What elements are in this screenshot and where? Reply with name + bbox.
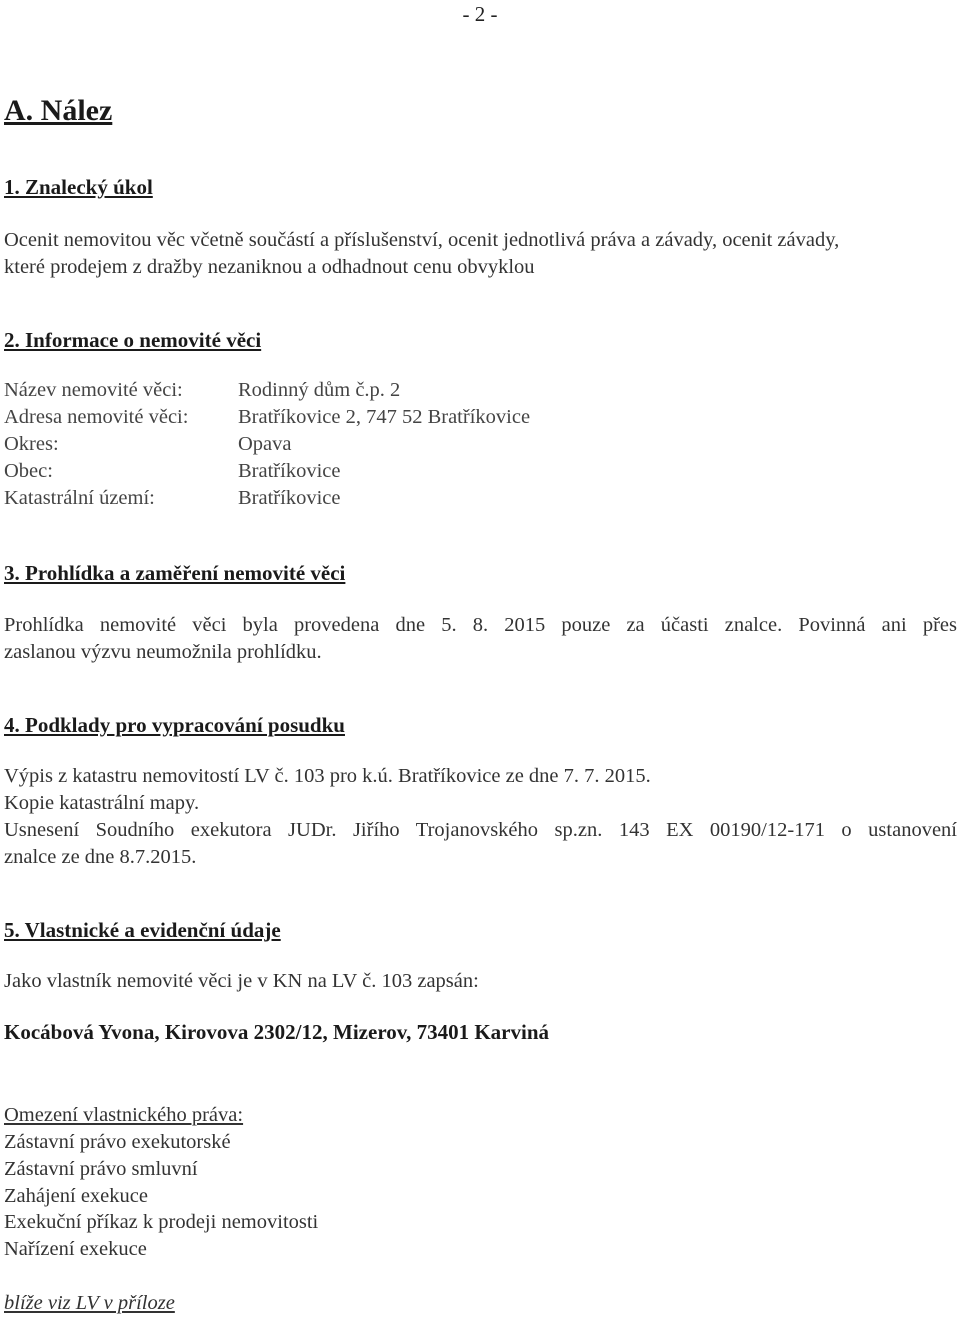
info-label-address: Adresa nemovité věci: xyxy=(4,406,189,428)
inspection-text-line-2: zaslanou výzvu neumožnila prohlídku. xyxy=(4,641,322,663)
page-number: - 2 - xyxy=(462,2,498,26)
info-value-name: Rodinný dům č.p. 2 xyxy=(238,379,401,401)
owner-name: Kocábová Yvona, Kirovova 2302/12, Mizerov, 73401 Karviná xyxy=(4,1020,550,1044)
task-text-line-2: které prodejem z dražby nezaniknou a odhadnout cenu obvyklou xyxy=(4,256,535,278)
task-text-line-1: Ocenit nemovitou věc včetně součástí a příslušenství, ocenit jednotlivá práva a závady, ocenit závady, xyxy=(4,229,840,251)
restriction-item: Zástavní právo smluvní xyxy=(4,1158,198,1180)
restriction-item: Exekuční příkaz k prodeji nemovitosti xyxy=(4,1211,319,1233)
info-label-name: Název nemovité věci: xyxy=(4,379,183,401)
info-value-district: Opava xyxy=(238,433,292,455)
info-value-municipality: Bratříkovice xyxy=(238,460,341,482)
section-title: A. Nález xyxy=(4,94,113,127)
sources-line-3: Usnesení Soudního exekutora JUDr. Jiřího Trojanovského sp.zn. 143 EX 00190/12-171 o ustanovení xyxy=(4,819,957,841)
heading-prohlidka: 3. Prohlídka a zaměření nemovité věci xyxy=(4,561,346,585)
info-value-cadastral: Bratříkovice xyxy=(238,487,341,509)
heading-podklady: 4. Podklady pro vypracování posudku xyxy=(4,713,345,737)
info-label-municipality: Obec: xyxy=(4,460,53,482)
info-value-address: Bratříkovice 2, 747 52 Bratříkovice xyxy=(238,406,531,428)
heading-informace: 2. Informace o nemovité věci xyxy=(4,328,262,352)
inspection-text-line-1: Prohlídka nemovité věci byla provedena dne 5. 8. 2015 pouze za účasti znalce. Povinná ani přes xyxy=(4,614,957,636)
info-label-district: Okres: xyxy=(4,433,59,455)
restriction-item: Zahájení exekuce xyxy=(4,1185,148,1207)
sources-line-4: znalce ze dne 8.7.2015. xyxy=(4,846,197,868)
owner-intro: Jako vlastník nemovité věci je v KN na LV č. 103 zapsán: xyxy=(4,970,479,992)
sources-line-2: Kopie katastrální mapy. xyxy=(4,792,200,814)
appendix-note: blíže viz LV v příloze xyxy=(4,1292,175,1314)
restrictions-heading: Omezení vlastnického práva: xyxy=(4,1104,244,1126)
heading-vlastnicke: 5. Vlastnické a evidenční údaje xyxy=(4,918,281,942)
sources-line-1: Výpis z katastru nemovitostí LV č. 103 pro k.ú. Bratříkovice ze dne 7. 7. 2015. xyxy=(4,765,651,787)
restriction-item: Zástavní právo exekutorské xyxy=(4,1131,231,1153)
info-label-cadastral: Katastrální území: xyxy=(4,487,155,509)
heading-znalecky-ukol: 1. Znalecký úkol xyxy=(4,175,153,199)
restriction-item: Nařízení exekuce xyxy=(4,1238,147,1260)
